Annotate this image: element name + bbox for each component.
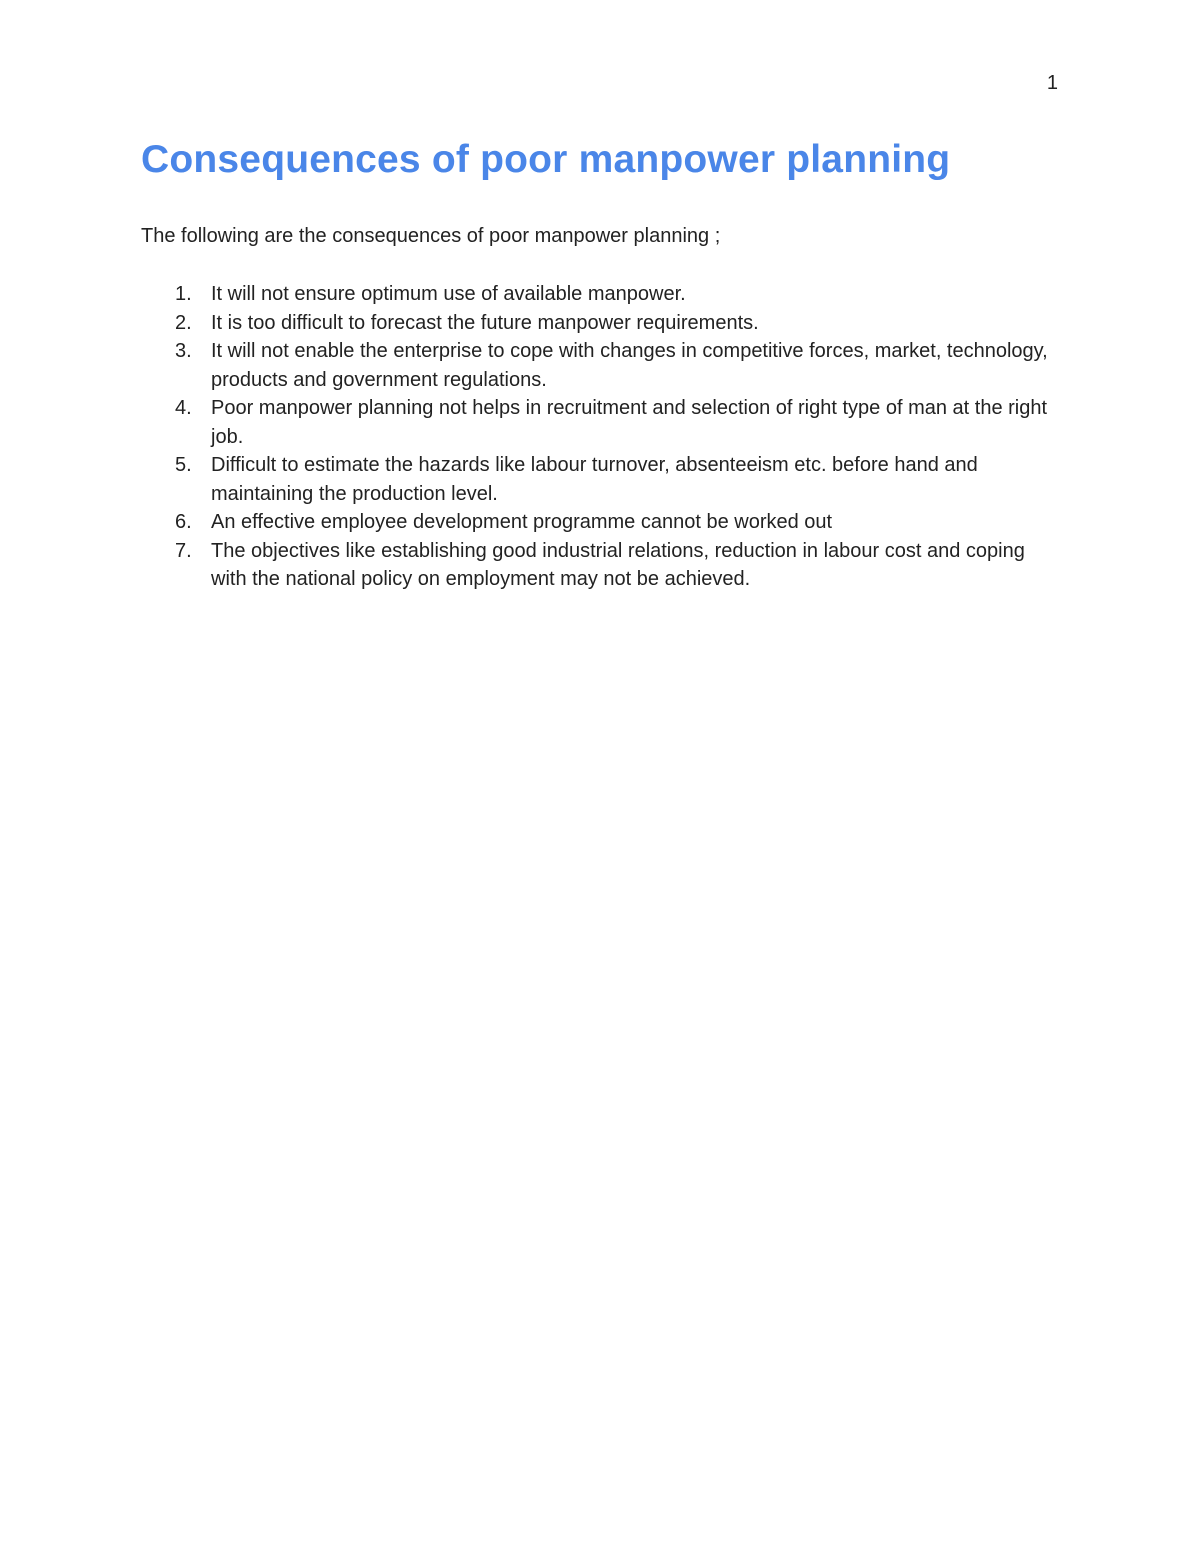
list-item: [141, 394, 1061, 451]
list-item-number: 2.: [175, 311, 192, 334]
list-item: [141, 309, 1061, 338]
list-item-number: 1.: [175, 283, 192, 305]
list-item-text: Difficult to estimate the hazards like labour turnover, absenteeism etc. before hand and maintaining the production level.: [211, 454, 978, 505]
list-item-number: 7.: [175, 539, 192, 562]
list-item-number: 6.: [175, 511, 192, 533]
list-item: [141, 537, 1061, 594]
list-item: [141, 451, 1061, 508]
list-item-number: 5.: [175, 454, 192, 476]
list-item-text: An effective employee development programme cannot be worked out: [211, 511, 833, 533]
list-item-number: 4.: [175, 397, 192, 419]
consequence-list: [141, 280, 1061, 594]
document-title: Consequences of poor manpower planning: [141, 138, 951, 181]
page-number: 1: [1046, 72, 1058, 94]
list-item-text: It will not enable the enterprise to cope with changes in competitive forces, market, technology, products and government regulations.: [211, 340, 1048, 391]
intro-paragraph: The following are the consequences of poor manpower planning ;: [141, 225, 721, 247]
list-item: [141, 337, 1061, 394]
list-item-text: The objectives like establishing good industrial relations, reduction in labour cost and coping with the national policy on employment may not be achieved.: [211, 539, 1025, 590]
list-item-number: 3.: [175, 340, 192, 362]
list-item-text: Poor manpower planning not helps in recruitment and selection of right type of man at the right job.: [211, 397, 1048, 448]
list-item-text: It will not ensure optimum use of available manpower.: [211, 283, 686, 305]
list-item: [141, 508, 1061, 537]
list-item-text: It is too difficult to forecast the future manpower requirements.: [211, 311, 759, 334]
list-item: [141, 280, 1061, 309]
